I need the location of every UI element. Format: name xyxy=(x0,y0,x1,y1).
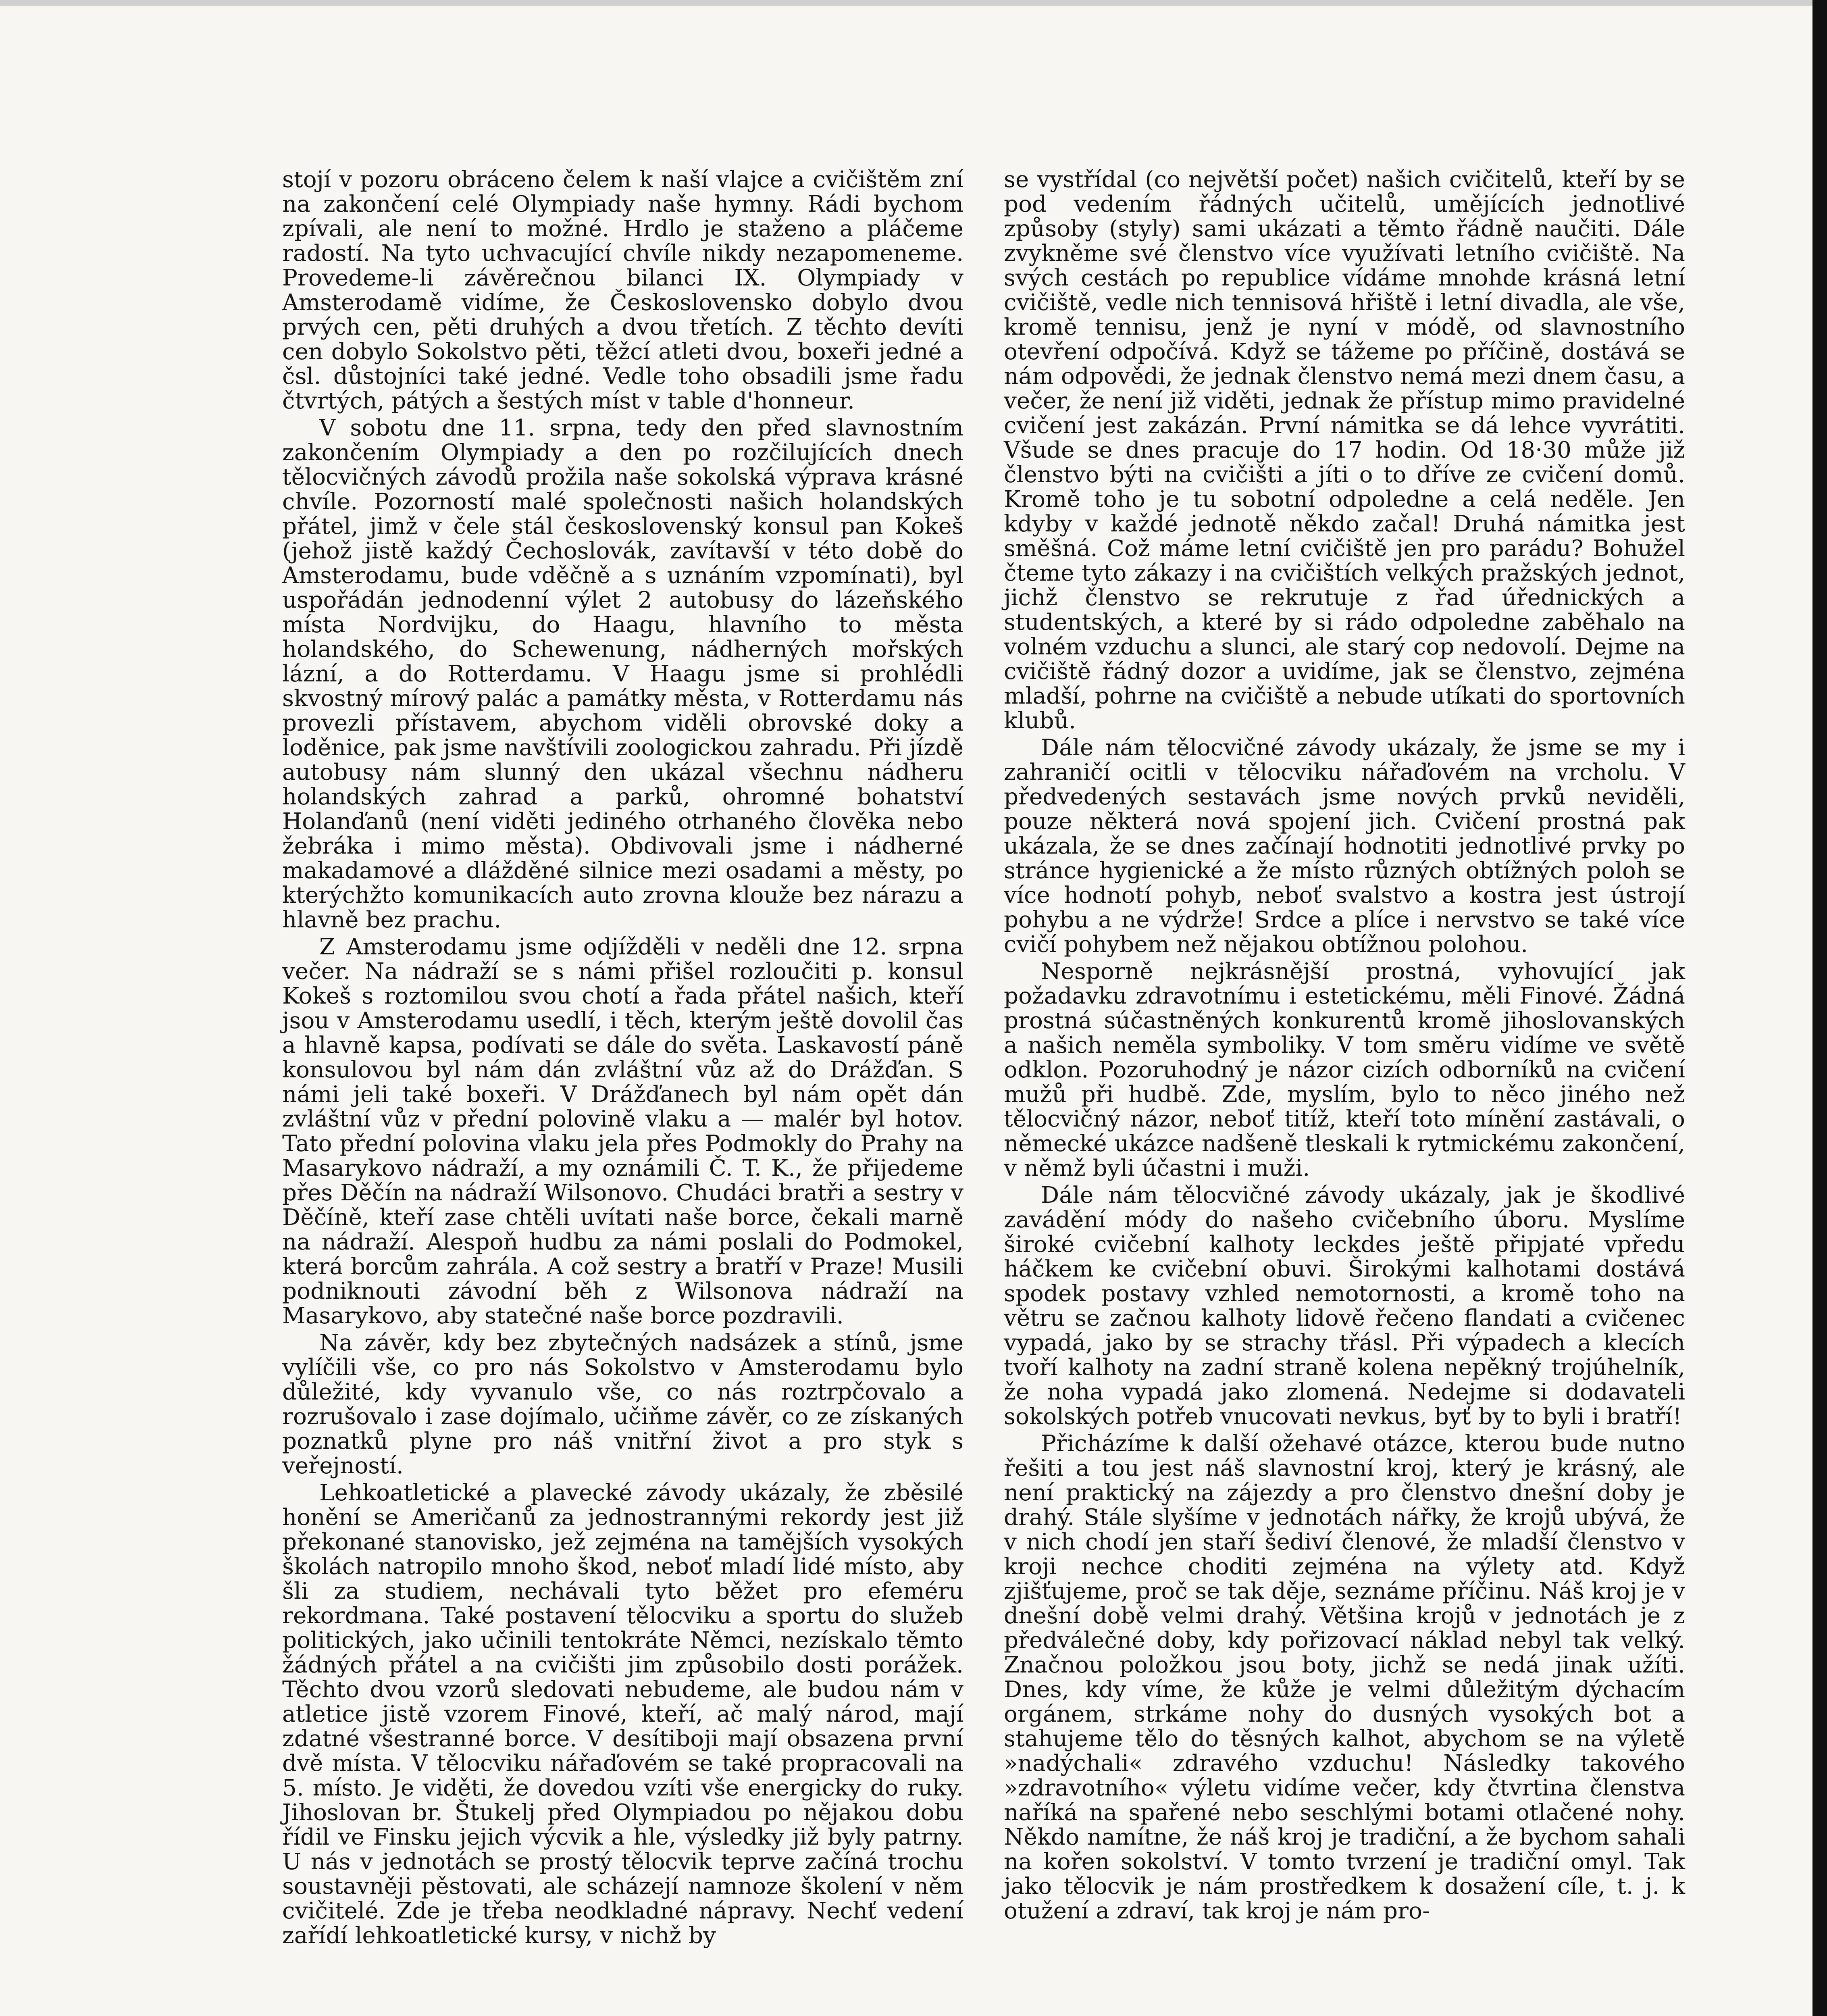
scan-top-edge xyxy=(0,0,1827,6)
right-paragraph-4: Dále nám tělocvičné závody ukázaly, jak je škodlivé zavádění módy do našeho cvičebního úboru. Myslíme široké cvičební kalhoty leckdes ještě připjaté vpředu háčkem ke cvičební obuvi. Širokými kalhotami dostává spodek postavy vzhled nemotornosti, a kromě toho na větru se začnou kalhoty lidově řečeno flandati a cvičenec vypadá, jako by se strachy třásl. Při výpadech a klecích tvoří kalhoty na zadní straně kolena nepěkný trojúhelník, že noha vypadá jako zlomená. Nedejme si dodavateli sokolských potřeb vnucovati nevkus, byť by to byli i bratří! xyxy=(1004,1182,1685,1430)
right-paragraph-1: se vystřídal (co největší počet) našich cvičitelů, kteří by se pod vedením řádných učitelů, umějících jednotlivé způsoby (styly) sami ukázati a těmto řádně naučiti. Dále zvykněme své členstvo více využívati letního cvičiště. Na svých cestách po republice vídáme mnohde krásná letní cvičiště, vedle nich tennisová hřiště i letní divadla, ale vše, kromě tennisu, jenž je nyní v módě, od slavnostního otevření odpočívá. Když se tážeme po příčině, dostává se nám odpovědi, že jednak členstvo nemá mezi dnem času, a večer, že není již viděti, jednak že přístup mimo pravidelné cvičení jest zakázán. První námitka se dá lehce vyvrátiti. Všude se dnes pracuje do 17 hodin. Od 18·30 může již členstvo býti na cvičišti a jíti o to dříve ze cvičení domů. Kromě toho je tu sobotní odpoledne a celá neděle. Jen kdyby v každé jednotě někdo začal! Druhá námitka jest směšná. Což máme letní cvičiště jen pro parádu? Bohužel čteme tyto zákazy i na cvičištích velkých pražských jednot, jichž členstvo se rekrutuje z řad úřednických a studentských, a které by si rádo odpoledne zaběhalo na volném vzduchu a slunci, ale starý cop nedovolí. Dejme na cvičiště řádný dozor a uvidíme, jak se členstvo, zejména mladší, pohrne na cvičiště a nebude utíkati do sportovních klubů. xyxy=(1004,167,1685,734)
right-column xyxy=(1004,167,1685,1926)
right-paragraph-3: Nesporně nejkrásnější prostná, vyhovující jak požadavku zdravotnímu i estetickému, měli Finové. Žádná prostná súčastněných konkurentů kromě jihoslovanských a našich neměla symboliky. V tom směru vidíme ve světě odklon. Pozoruhodný je názor cizích odborníků na cvičení mužů při hudbě. Zde, myslím, bylo to něco jiného než tělocvičný názor, neboť titíž, kteří toto mínění zastávali, o německé ukázce nadšeně tleskali k rytmickému zakončení, v němž byli účastni i muži. xyxy=(1004,958,1685,1181)
left-paragraph-2: V sobotu dne 11. srpna, tedy den před slavnostním zakončením Olympiady a den po rozčilujících dnech tělocvičných závodů prožila naše sokolská výprava krásné chvíle. Pozorností malé společnosti našich holandských přátel, jimž v čele stál československý konsul pan Kokeš (jehož jistě každý Čechoslovák, zavítavší v této době do Amsterodamu, bude vděčně a s uznáním vzpomínati), byl uspořádán jednodenní výlet 2 autobusy do lázeňského místa Nordvijku, do Haagu, hlavního to města holandského, do Schewenung, nádherných mořských lázní, a do Rotterdamu. V Haagu jsme si prohlédli skvostný mírový palác a památky města, v Rotterdamu nás provezli přístavem, abychom viděli obrovské doky a loděnice, pak jsme navštívili zoologickou zahradu. Při jízdě autobusy nám slunný den ukázal všechnu nádheru holandských zahrad a parků, ohromné bohatství Holanďanů (není viděti jediného otrhaného člověka nebo žebráka i mimo města). Obdivovali jsme i nádherné makadamové a dlážděné silnice mezi osadami a městy, po kterýchžto komunikacích auto zrovna klouže bez nárazu a hlavně bez prachu. xyxy=(282,415,963,933)
left-paragraph-3: Z Amsterodamu jsme odjížděli v neděli dne 12. srpna večer. Na nádraží se s námi přišel rozloučiti p. konsul Kokeš s roztomilou svou chotí a řada přátel našich, kteří jsou v Amsterodamu usedlí, i těch, kterým ještě dovolil čas a hlavně kapsa, podívati se dále do světa. Laskavostí páně konsulovou byl nám dán zvláštní vůz až do Drážďan. S námi jeli také boxeři. V Drážďanech byl nám opět dán zvláštní vůz v přední polovině vlaku a — malér byl hotov. Tato přední polovina vlaku jela přes Podmokly do Prahy na Masarykovo nádraží, a my oznámili Č. T. K., že přijedeme přes Děčín na nádraží Wilsonovo. Chudáci bratři a sestry v Děčíně, kteří zase chtěli uvítati naše borce, čekali marně na nádraží. Alespoň hudbu za námi poslali do Podmokel, která borcům zahrála. A což sestry a bratří v Praze! Musili podniknouti závodní běh z Wilsonova nádraží na Masarykovo, aby statečné naše borce pozdravili. xyxy=(282,934,963,1329)
left-paragraph-1: stojí v pozoru obráceno čelem k naší vlajce a cvičištěm zní na zakončení celé Olympiady naše hymny. Rádi bychom zpívali, ale není to možné. Hrdlo je staženo a pláčeme radostí. Na tyto uchvacující chvíle nikdy nezapomeneme. Provedeme-li závěrečnou bilanci IX. Olympiady v Amsterodamě vidíme, že Československo dobylo dvou prvých cen, pěti druhých a dvou třetích. Z těchto devíti cen dobylo Sokolstvo pěti, těžcí atleti dvou, boxeři jedné a čsl. důstojníci také jedné. Vedle toho obsadili jsme řadu čtvrtých, pátých a šestých míst v table d'honneur. xyxy=(282,167,963,414)
right-paragraph-2: Dále nám tělocvičné závody ukázaly, že jsme se my i zahraničí ocitli v tělocviku nářaďovém na vrcholu. V předvedených sestavách jsme nových prvků neviděli, pouze některá nová spojení jich. Cvičení prostná pak ukázala, že se dnes začínají hodnotiti jednotlivé prvky po stránce hygienické a že místo různých obtížných poloh se více hodnotí pohyb, neboť svalstvo a kostra jest ústrojí pohybu a ne výdrže! Srdce a plíce i nervstvo se také více cvičí pohybem než nějakou obtížnou polohou. xyxy=(1004,735,1685,958)
left-column xyxy=(282,167,963,1950)
scan-right-edge xyxy=(1812,0,1827,2016)
left-paragraph-5: Lehkoatletické a plavecké závody ukázaly, že zběsilé honění se Američanů za jednostrannými rekordy jest již překonané stanovisko, jež zejména na tamějších vysokých školách natropilo mnoho škod, neboť mladí lidé místo, aby šli za studiem, nechávali tyto běžet pro efeméru rekordmana. Také postavení tělocviku a sportu do služeb politických, jako učinili tentokráte Němci, nezískalo těmto žádných přátel a na cvičišti jim způsobilo dosti porážek. Těchto dvou vzorů sledovati nebudeme, ale budou nám v atletice jistě vzorem Finové, kteří, ač malý národ, mají zdatné všestranné borce. V desítiboji mají obsazena první dvě místa. V tělocviku nářaďovém se také propracovali na 5. místo. Je viděti, že dovedou vzíti vše energicky do ruky. Jihoslovan br. Štukelj před Olympiadou po nějakou dobu řídil ve Finsku jejich výcvik a hle, výsledky již byly patrny. U nás v jednotách se prostý tělocvik teprve začíná trochu soustavněji pěstovati, ale scházejí namnoze školení v něm cvičitelé. Zde je třeba neodkladné nápravy. Nechť vedení zařídí lehkoatletické kursy, v nichž by xyxy=(282,1480,963,1949)
right-paragraph-5: Přicházíme k další ožehavé otázce, kterou bude nutno řešiti a tou jest náš slavnostní kroj, který je krásný, ale není praktický na zájezdy a pro členstvo dnešní doby je drahý. Stále slyšíme v jednotách nářky, že krojů ubývá, že v nich chodí jen staří šediví členové, že mladší členstvo v kroji nechce choditi zejména na výlety atd. Když zjišťujeme, proč se tak děje, seznáme příčinu. Náš kroj je v dnešní době velmi drahý. Většina krojů v jednotách je z předválečné doby, kdy pořizovací náklad nebyl tak velký. Značnou položkou jsou boty, jichž se nedá jinak užíti. Dnes, kdy víme, že kůže je velmi důležitým dýchacím orgánem, strkáme nohy do dusných vysokých bot a stahujeme tělo do těsných kalhot, abychom se na výletě »nadýchali« zdravého vzduchu! Následky takového »zdravotního« výletu vidíme večer, kdy čtvrtina členstva naříká na spařené nebo seschlými botami otlačené nohy. Někdo namítne, že náš kroj je tradiční, a že bychom sahali na kořen sokolství. V tomto tvrzení je tradiční omyl. Tak jako tělocvik je nám prostředkem k dosažení cíle, t. j. k otužení a zdraví, tak kroj je nám pro- xyxy=(1004,1431,1685,1924)
left-paragraph-4: Na závěr, kdy bez zbytečných nadsázek a stínů, jsme vylíčili vše, co pro nás Sokolstvo v Amsterodamu bylo důležité, kdy vyvanulo vše, co nás roztrpčovalo a rozrušovalo i zase dojímalo, učiňme závěr, co ze získaných poznatků plyne pro náš vnitřní život a pro styk s veřejností. xyxy=(282,1330,963,1479)
